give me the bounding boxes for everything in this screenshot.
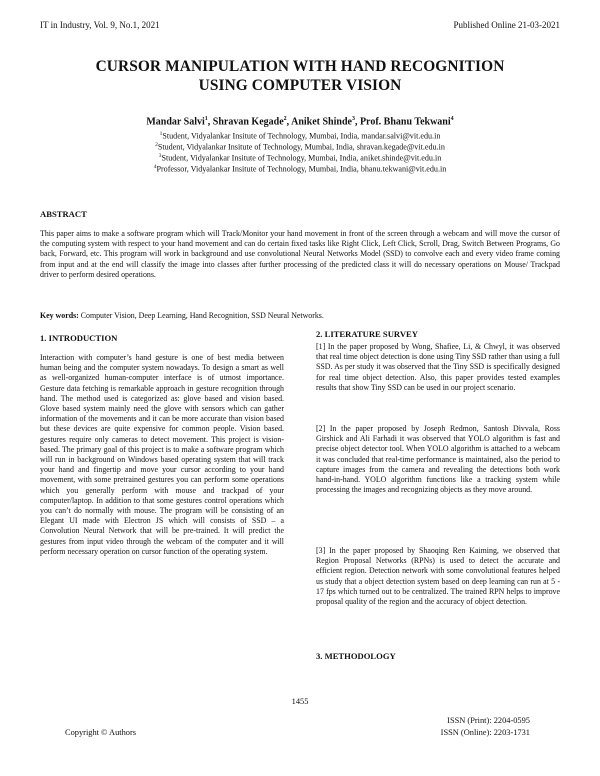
affiliation: $^1$Student, Vidyalankar Insitute of Technology, Mumbai, India, mandar.salvi@vit.edu.in [159, 131, 441, 141]
author-name: Shravan Kegade [212, 116, 284, 128]
literature-paragraph: [1] In the paper proposed by Wong, Shafiee, Li, & Chwyl, it was observed that real time object detection is done using Tiny SSD rather than using a full SSD. As per study it was observed that the Tiny SSD is specifically designed for real time object detection. Also, this paper provides tested examples results that show Tiny SSD can be used in our project scenario. [316, 342, 560, 392]
section-heading-literature-survey: 2. LITERATURE SURVEY [316, 329, 418, 339]
title-line-1: CURSOR MANIPULATION WITH HAND RECOGNITION [95, 58, 505, 75]
keywords [40, 311, 560, 321]
journal-header: IT in Industry, Vol. 9, No.1, 2021 [40, 20, 160, 30]
author-superscript: 3 [351, 116, 355, 122]
affiliation: $^2$Student, Vidyalankar Insitute of Technology, Mumbai, India, shravan.kegade@vit.edu.in [155, 142, 445, 152]
author-name: Aniket Shinde [291, 116, 352, 128]
page-number: 1455 [291, 697, 309, 706]
published-date: Published Online 21-03-2021 [453, 20, 560, 30]
keywords-text: Computer Vision, Deep Learning, Hand Recognition, SSD Neural Networks. [78, 311, 324, 320]
section-heading-introduction: 1. INTRODUCTION [40, 333, 118, 343]
affiliation: $^3$Student, Vidyalankar Insitute of Technology, Mumbai, India, aniket.shinde@vit.edu.in [158, 153, 442, 163]
literature-paragraph: [2] In the paper proposed by Joseph Redmon, Santosh Divvala, Ross Girshick and Ali Farhadi it was observed that YOLO algorithm is fast and precise object detector tool. When YOLO algorithm is attached to a webcam it was concluded that real-time performance is maintained, also the period to capture images from the camera and revealing the detections both work hand-in-hand. YOLO algorithm functions like a tracking system while processing the images and recognizing objects as they move around. [316, 424, 560, 495]
paper-title [40, 57, 560, 95]
issn-online: ISSN (Online): 2203-1731 [440, 728, 530, 737]
author-superscript: 4 [450, 116, 454, 122]
introduction-text: Interaction with computer’s hand gesture is one of best media between human being and the computer system nowadays. To design a smart as well as well-organized human-computer interface is of utmost importance. Gesture data fetching is remarkable approach in gesture recognition through hand. The method used is categorized as: glove based and vision based. Glove based system mainly need the glove with sensors which can gather information of the movements and it can be more accurate than vision based but these devices are quite expensive for common people. Vision based. gestures require only cameras to detect movement. This project is vision-based. The primary goal of this project is to make a software program which will run in background on Windows based operating system that will track your hand and fingertip and move your cursor according to your hand movement, with some pretrained gestures you can perform some operations which you generally perform with mouse and trackpad of your computer/laptop. In addition to that some gestures control operations which you can’t do normally with mouse. The program will be consisting of an Elegant UI made with Electron JS which will consists of SSD – a Convolution Neural Network that will be pre-trained. It will predict the gestures from input video through the webcam of the computer and it will perform necessary operation on cursor function of the operating system. [40, 353, 284, 556]
section-heading-methodology: 3. METHODOLOGY [316, 651, 396, 661]
keywords-label: Key words: [40, 311, 79, 320]
author-superscript: 1 [204, 116, 208, 122]
author-name: Mandar Salvi [146, 116, 205, 128]
author-name: Prof. Bhanu Tekwani [359, 116, 451, 128]
author-superscript: 2 [283, 116, 287, 122]
affiliation: $^4$Professor, Vidyalankar Insitute of Technology, Mumbai, India, bhanu.tekwani@vit.edu.in [153, 164, 447, 174]
title-line-2: USING COMPUTER VISION [198, 77, 402, 94]
author-list: Mandar Salvi$^1$, Shravan Kegade$^2$, Aniket Shinde$^3$, Prof. Bhanu Tekwani$^4$ [146, 116, 454, 128]
literature-paragraph: [3] In the paper proposed by Shaoqing Ren Kaiming, we observed that Region Proposal Networks (RPNs) is used to detect the accurate and efficient region. Detection network with some convolutional features helped us study that a object detection system based on deep learning can run at 5 - 17 fps which turned out to be centralized. The trained RPN helps to improve proposal quality of the region and the accuracy of object detection. [316, 546, 560, 607]
abstract-text: This paper aims to make a software program which will Track/Monitor your hand movement in front of the screen through a webcam and will move the cursor of the computing system with respect to your hand movement and can do certain fixed tasks like Right Click, Left Click, Scroll, Drag, Switch Between Programs, Go back, Forward, etc. This program will work in background and use convolutional Neural Networks Model (SSD) to convolve each and every video frame coming from input and at the end will classify the image into classes after further processing of the predicted class it will do necessary operations on Mouse/ Trackpad driver to perform desired operations. [40, 229, 560, 279]
abstract-heading: ABSTRACT [40, 209, 87, 219]
issn-print: ISSN (Print): 2204-0595 [447, 716, 530, 725]
copyright: Copyright © Authors [65, 728, 137, 737]
